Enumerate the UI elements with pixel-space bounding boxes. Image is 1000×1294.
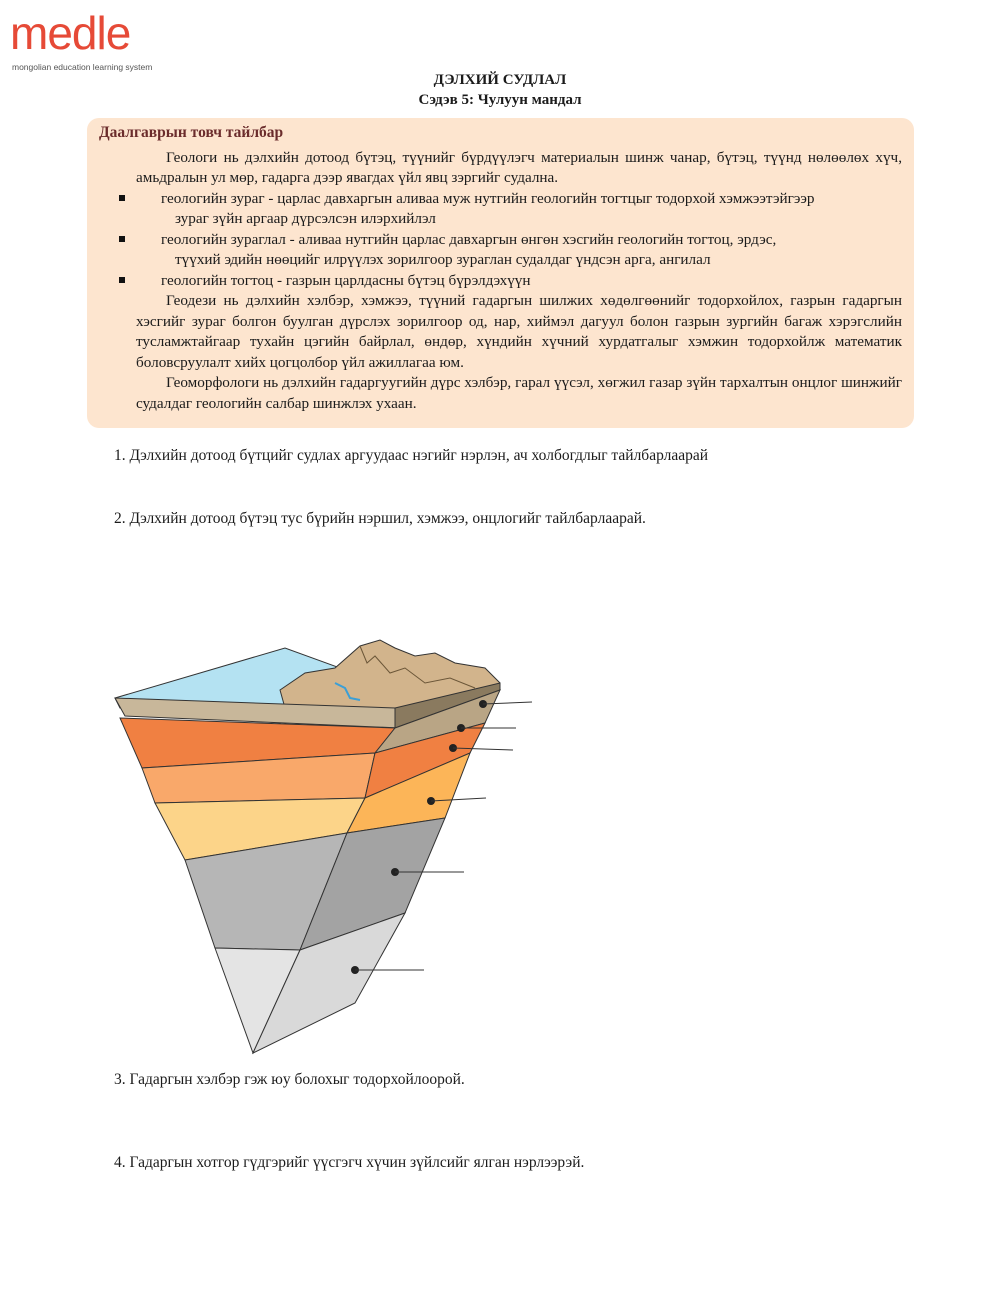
page-subtitle: Сэдэв 5: Чулуун мандал: [418, 92, 582, 108]
bullet-line: геологийн зураг - царлас давхаргын аливаа муж нутгийн геологийн тогтцыг тодорхой хэмжээтэйгээр: [161, 189, 815, 207]
medle-logo: [10, 7, 190, 74]
bullet-item: [99, 230, 902, 271]
bullet-item: [99, 271, 902, 292]
question-4: 4. Гадаргын хотгор гүдгэрийг үүсгэгч хүчин зүйлсийг ялган нэрлээрэй.: [114, 1154, 585, 1171]
bullet-line: түүхий эдийн нөөцийг илрүүлэх зорилгоор зураглан судалдаг үндсэн арга, ангилал: [175, 251, 711, 268]
logo-subtitle: mongolian education learning system: [12, 62, 153, 72]
logo-wordmark: medle: [10, 7, 131, 59]
page-title: ДЭЛХИЙ СУДЛАЛ: [433, 72, 567, 88]
brief-heading: Даалгаврын товч тайлбар: [99, 124, 284, 141]
brief-description-box: [87, 118, 914, 428]
geodesy-paragraph: Геодези нь дэлхийн хэлбэр, хэмжээ, түүний гадаргын шилжих хөдөлгөөнийг тодорхойлох, газрын гадаргын хэсгийг зураг болгон буулган дүрслэх зорилгоор од, нар, хиймэл дагуул болон газрын зургийн багаж хэрэгслийн тусламжтайгаар тухайн цэгийн байрлал, өндөр, хүндийн хүчний хурдатгалыг хэмжин тодорхойлж математик боловсруулалт хийх цогцолбор үйл ажиллагаа юм.: [136, 292, 902, 371]
geology-paragraph: Геологи нь дэлхийн дотоод бүтэц, түүнийг бүрдүүлэгч материалын шинж чанар, бүтэц, түүнд нөлөөлөх хүч, амьдралын ул мөр, гадарга дээр явагдах үйл явц зэргийг судална.: [136, 148, 902, 186]
page-title-block: [0, 70, 1000, 110]
bullet-icon: [119, 236, 125, 242]
bullet-line: геологийн зураглал - аливаа нутгийн царлас давхаргын өнгөн хэсгийн геологийн тогтоц, эрдэс,: [161, 230, 777, 248]
earth-structure-diagram: [105, 628, 545, 1058]
geomorphology-paragraph: Геоморфологи нь дэлхийн гадаргуугийн дүрс хэлбэр, гарал үүсэл, хөгжил газар зүйн тархалтын онцлог шинжийг судалдаг геологийн салбар шинжлэх ухаан.: [136, 374, 902, 412]
question-2: 2. Дэлхийн дотоод бүтэц тус бүрийн нэршил, хэмжээ, онцлогийг тайлбарлаарай.: [114, 510, 646, 527]
bullet-icon: [119, 277, 125, 283]
question-3: 3. Гадаргын хэлбэр гэж юу болохыг тодорхойлоорой.: [114, 1071, 465, 1088]
bullet-icon: [119, 195, 125, 201]
bullet-item: [99, 189, 902, 230]
bullet-line: зураг зүйн аргаар дүрсэлсэн илэрхийлэл: [175, 210, 436, 227]
question-1: 1. Дэлхийн дотоод бүтцийг судлах аргуудаас нэгийг нэрлэн, ач холбогдлыг тайлбарлаарай: [114, 447, 709, 464]
bullet-line: геологийн тогтоц - газрын царлдасны бүтэц бүрэлдэхүүн: [161, 271, 531, 289]
